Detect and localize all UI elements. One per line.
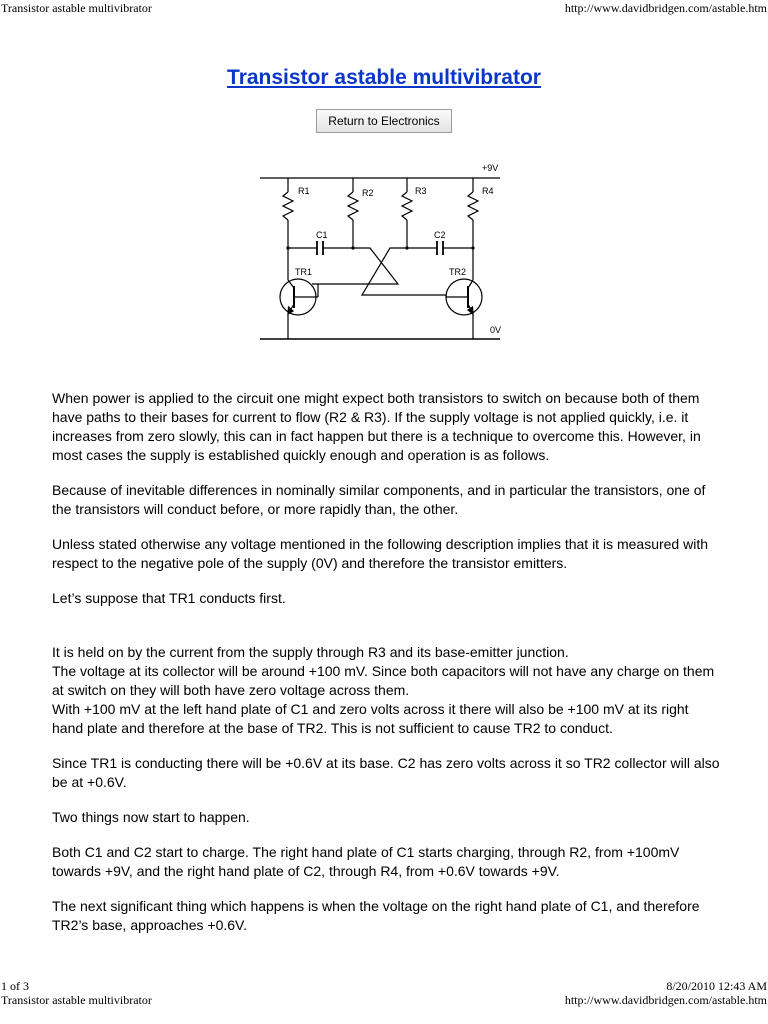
- label-tr1: TR1: [295, 267, 313, 277]
- transistor-tr1: [280, 248, 318, 339]
- paragraph: It is held on by the current from the supply through R3 and its base-emitter junction.: [52, 644, 569, 660]
- paragraph: Since TR1 is conducting there will be +0.6V at its base. C2 has zero volts across it so TR2 collector will also be at +0.6V.: [52, 755, 720, 790]
- print-header-title: Transistor astable multivibrator: [1, 1, 152, 15]
- resistor-r2: [348, 178, 374, 248]
- article-body: [52, 389, 722, 935]
- print-next-title: Transistor astable multivibrator: [1, 993, 152, 1007]
- resistor-r1: [283, 178, 310, 248]
- resistor-r3: [402, 178, 427, 248]
- label-tr2: TR2: [449, 267, 467, 277]
- print-header-url: http://www.davidbridgen.com/astable.htm: [564, 1, 767, 15]
- paragraph: Unless stated otherwise any voltage mentioned in the following description implies that it is measured with respect to the negative pole of the supply (0V) and therefore the transistor emitters.: [52, 536, 709, 571]
- paragraph: Two things now start to happen.: [52, 809, 250, 825]
- paragraph: The voltage at its collector will be around +100 mV. Since both capacitors will not have any charge on them at switch on they will both have zero voltage across them.: [52, 663, 715, 698]
- paragraph: When power is applied to the circuit one might expect both transistors to switch on because both of them have paths to their bases for current to flow (R2 & R3). If the supply voltage is not applied quickly, i.e. it increases from zero slowly, this can in fact happen but there is a technique to overcome this. However, in most cases the supply is established quickly enough and operation is as follows.: [52, 390, 701, 463]
- label-r1: R1: [298, 186, 310, 196]
- return-to-electronics-button[interactable]: Return to Electronics: [316, 109, 452, 133]
- label-r2: R2: [362, 188, 374, 198]
- wire-c2-to-tr1-base: [362, 248, 446, 295]
- label-r3: R3: [415, 186, 427, 196]
- paragraph: Both C1 and C2 start to charge. The right hand plate of C1 starts charging, through R2, from +100mV towards +9V, and the right hand plate of C2, through R4, from +0.6V towards +9V.: [52, 844, 680, 879]
- page-title[interactable]: Transistor astable multivibrator: [227, 66, 541, 89]
- print-datetime: 8/20/2010 12:43 AM: [666, 979, 767, 993]
- label-c2: C2: [434, 230, 446, 240]
- paragraph: Because of inevitable differences in nominally similar components, and in particular the transistors, one of the transistors will conduct before, or more rapidly than, the other.: [52, 482, 706, 517]
- paragraph: The next significant thing which happens is when the voltage on the right hand plate of C1, and therefore TR2’s base, approaches +0.6V.: [52, 898, 700, 933]
- wire-c1-to-tr2-base: [312, 248, 398, 284]
- label-c1: C1: [316, 230, 328, 240]
- circuit-diagram: [250, 152, 510, 342]
- transistor-tr2: [446, 248, 482, 339]
- capacitor-c2: [407, 230, 473, 255]
- paragraph: With +100 mV at the left hand plate of C1 and zero volts across it there will also be +100 mV at its right hand plate and therefore at the base of TR2. This is not sufficient to cause TR2 to conduct.: [52, 701, 689, 736]
- capacitor-c1: [288, 230, 353, 255]
- label-r4: R4: [482, 186, 494, 196]
- print-next-url: http://www.davidbridgen.com/astable.htm: [564, 993, 767, 1007]
- paragraph: Let’s suppose that TR1 conducts first.: [52, 590, 286, 606]
- ground-label: 0V: [490, 325, 502, 335]
- page-number: 1 of 3: [1, 979, 29, 993]
- supply-label: +9V: [482, 163, 499, 173]
- resistor-r4: [468, 178, 494, 248]
